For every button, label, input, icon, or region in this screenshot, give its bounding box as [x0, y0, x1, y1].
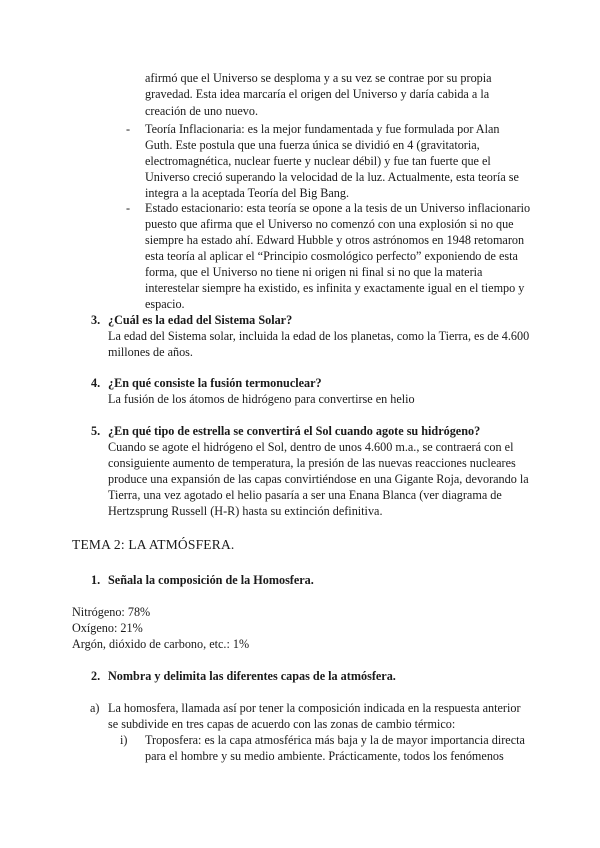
answer-line: millones de años.: [108, 345, 193, 359]
answer-line: Hertzsprung Russell (H-R) hasta su extinción definitiva.: [108, 504, 383, 518]
composition-line: Oxígeno: 21%: [72, 621, 143, 635]
answer-line: La fusión de los átomos de hidrógeno para convertirse en helio: [108, 392, 415, 406]
paragraph-line: interestelar siempre ha existido, es infinita y exactamente igual en el tiempo y: [145, 281, 525, 295]
paragraph-line: Universo creció superando la velocidad de la luz. Actualmente, esta teoría se: [145, 170, 519, 184]
paragraph-line: Guth. Este postula que una fuerza única se dividió en 4 (gravitatoria,: [145, 138, 480, 152]
bullet-dash: -: [126, 201, 131, 215]
paragraph-line: creación de uno nuevo.: [145, 104, 259, 118]
paragraph-line: Troposfera: es la capa atmosférica más baja y la de mayor importancia directa: [145, 733, 525, 747]
answer-line: Cuando se agote el hidrógeno el Sol, dentro de unos 4.600 m.a., se contraerá con el: [108, 440, 514, 454]
list-marker: i): [120, 733, 128, 747]
question-heading: ¿Cuál es la edad del Sistema Solar?: [108, 313, 293, 327]
bullet-dash: -: [126, 122, 131, 136]
paragraph-line: puesto que afirma que el Universo no comenzó con una explosión si no que: [145, 217, 514, 231]
section-title: TEMA 2: LA ATMÓSFERA.: [72, 537, 235, 552]
question-number: 4.: [91, 376, 101, 390]
paragraph-line: afirmó que el Universo se desploma y a su vez se contrae por su propia: [145, 71, 492, 85]
paragraph-line: esta teoría al aplicar el “Principio cosmológico perfecto” exponiendo de esta: [145, 249, 518, 263]
list-marker: a): [90, 701, 100, 715]
paragraph-line: electromagnética, nuclear fuerte y nuclear débil) y fue tan fuerte que el: [145, 154, 491, 168]
paragraph-line: siempre ha estado ahí. Edward Hubble y otros astrónomos en 1948 retomaron: [145, 233, 525, 247]
question-heading: ¿En qué consiste la fusión termonuclear?: [108, 376, 322, 390]
paragraph-line: Estado estacionario: esta teoría se opone a la tesis de un Universo inflacionario: [145, 201, 531, 215]
question-number: 5.: [91, 424, 101, 438]
question-heading: Nombra y delimita las diferentes capas de la atmósfera.: [108, 669, 396, 683]
question-number: 1.: [91, 573, 101, 587]
composition-line: Nitrógeno: 78%: [72, 605, 151, 619]
paragraph-line: para el hombre y su medio ambiente. Prácticamente, todos los fenómenos: [145, 749, 504, 763]
question-number: 3.: [91, 313, 101, 327]
question-heading: Señala la composición de la Homosfera.: [108, 573, 314, 587]
paragraph-line: gravedad. Esta idea marcaría el origen del Universo y daría cabida a la: [145, 87, 490, 101]
answer-line: consiguiente aumento de temperatura, la presión de las nuevas reacciones nucleares: [108, 456, 516, 470]
paragraph-line: espacio.: [145, 297, 185, 311]
answer-line: produce una expansión de las capas convirtiéndose en una Gigante Roja, devorando la: [108, 472, 529, 486]
paragraph-line: integra a la aceptada Teoría del Big Bang.: [145, 186, 349, 200]
paragraph-line: forma, que el Universo no tiene ni origen ni final si no que la materia: [145, 265, 483, 279]
question-number: 2.: [91, 669, 101, 683]
composition-line: Argón, dióxido de carbono, etc.: 1%: [72, 637, 250, 651]
answer-line: Tierra, una vez agotado el helio pasaría a ser una Enana Blanca (ver diagrama de: [108, 488, 502, 502]
paragraph-line: La homosfera, llamada así por tener la composición indicada en la respuesta anterior: [108, 701, 521, 715]
question-heading: ¿En qué tipo de estrella se convertirá el Sol cuando agote su hidrógeno?: [108, 424, 481, 438]
paragraph-line: Teoría Inflacionaria: es la mejor fundamentada y fue formulada por Alan: [145, 122, 500, 136]
answer-line: La edad del Sistema solar, incluida la edad de los planetas, como la Tierra, es de 4.600: [108, 329, 530, 343]
paragraph-line: se subdivide en tres capas de acuerdo con las zonas de cambio térmico:: [108, 717, 456, 731]
